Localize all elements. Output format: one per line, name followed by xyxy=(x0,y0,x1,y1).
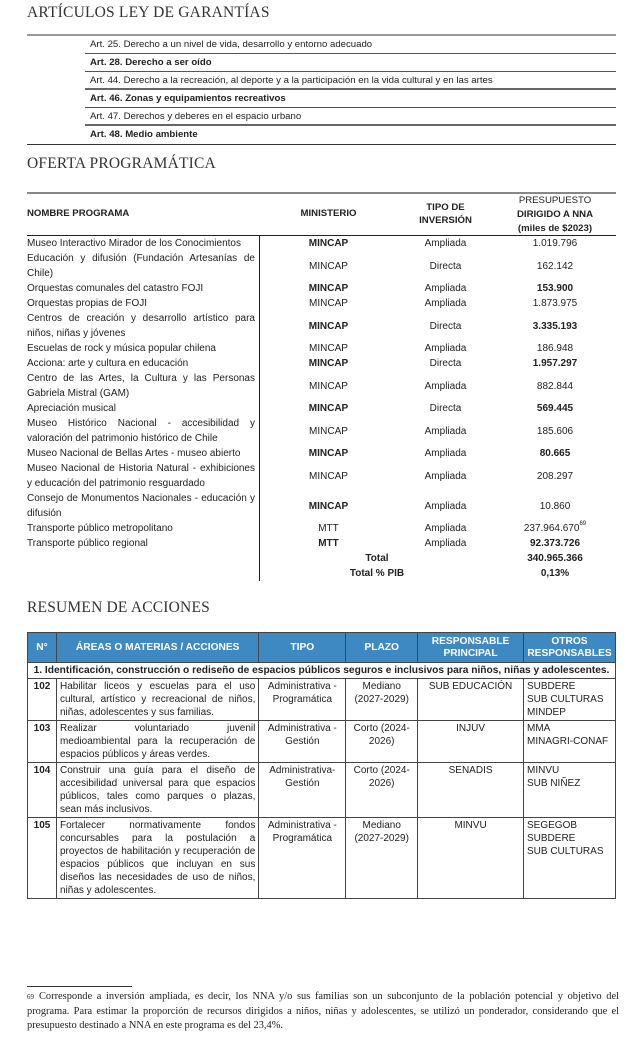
action-number: 103 xyxy=(28,721,57,763)
article-row: Art. 46. Zonas y equipamientos recreativos xyxy=(85,90,616,108)
other-responsible: MINAGRI-CONAF xyxy=(527,736,609,747)
header-presupuesto-line3: (miles de $2023) xyxy=(517,223,593,234)
action-number: 104 xyxy=(28,763,57,818)
program-name: Acciona: arte y cultura en educación xyxy=(27,356,260,371)
program-name: Museo Nacional de Bellas Artes - museo abierto xyxy=(27,446,260,461)
table-row xyxy=(27,236,616,251)
ministry: MINCAP xyxy=(309,470,348,482)
other-responsible: MMA xyxy=(527,723,551,734)
action-text: Realizar voluntariado juvenil medioambiental para la recuperación de espacios públicos y áreas verdes. xyxy=(56,721,258,763)
investment-type: Directa xyxy=(429,403,462,414)
table-row xyxy=(27,311,616,341)
investment-type: Ampliada xyxy=(424,470,467,482)
header-n: N° xyxy=(28,633,57,663)
header-responsable-l2: PRINCIPAL xyxy=(443,647,498,659)
action-term: Mediano (2027-2029) xyxy=(346,679,418,721)
ministry: MINCAP xyxy=(309,425,348,437)
program-name: Centro de las Artes, la Cultura y las Personas Gabriela Mistral (GAM) xyxy=(27,371,260,401)
action-number: 105 xyxy=(28,818,57,899)
budget: 882.844 xyxy=(536,380,574,392)
investment-type: Ampliada xyxy=(424,238,467,249)
article-row: Art. 28. Derecho a ser oído xyxy=(85,54,616,72)
table-row xyxy=(27,491,616,521)
ministry: MINCAP xyxy=(308,238,349,249)
budget: 186.948 xyxy=(536,343,574,354)
action-type: Administrativa - Programática xyxy=(259,818,346,899)
investment-type: Ampliada xyxy=(424,425,467,437)
other-responsible: SUBDERE xyxy=(527,833,576,844)
investment-type: Ampliada xyxy=(424,380,467,392)
table-row xyxy=(28,763,616,818)
pib-value: 0,13% xyxy=(540,568,570,579)
other-responsible: MINDEP xyxy=(527,707,566,718)
header-plazo: PLAZO xyxy=(346,633,418,663)
acciones-table xyxy=(27,632,616,899)
article-row: Art. 44. Derecho a la recreación, al deporte y a la participación en la vida cultural y en las artes xyxy=(85,72,616,90)
articles-table xyxy=(27,34,616,145)
ministry: MINCAP xyxy=(309,260,348,272)
program-name: Apreciación musical xyxy=(27,401,260,416)
action-others xyxy=(524,818,616,899)
budget: 92.373.726 xyxy=(529,538,581,549)
group-row xyxy=(28,663,616,679)
program-name: Escuelas de rock y música popular chilena xyxy=(27,341,260,356)
header-tipo: TIPO xyxy=(259,633,346,663)
action-type: Administrativa - Programática xyxy=(259,679,346,721)
investment-type: Directa xyxy=(429,358,462,369)
oferta-section-title: OFERTA PROGRAMÁTICA xyxy=(27,155,216,172)
oferta-header xyxy=(27,192,616,236)
ministry: MTT xyxy=(318,538,339,549)
action-others xyxy=(524,679,616,721)
spacer xyxy=(27,551,260,566)
program-name: Transporte público regional xyxy=(27,536,260,551)
table-row xyxy=(27,296,616,311)
investment-type: Directa xyxy=(429,320,462,332)
acciones-header-row xyxy=(28,633,616,663)
other-responsible: SUB NIÑEZ xyxy=(527,778,581,789)
header-nombre: NOMBRE PROGRAMA xyxy=(27,208,130,219)
budget: 153.900 xyxy=(536,283,574,294)
budget: 1.873.975 xyxy=(532,298,578,309)
investment-type: Directa xyxy=(429,260,462,272)
action-term: Corto (2024-2026) xyxy=(346,721,418,763)
program-name: Educación y difusión (Fundación Artesanías de Chile) xyxy=(27,251,260,281)
budget-value: 237.964.670 xyxy=(523,523,580,534)
header-responsable xyxy=(418,633,524,663)
program-name: Transporte público metropolitano xyxy=(27,521,260,536)
other-responsible: SUB CULTURAS xyxy=(527,694,604,705)
table-row xyxy=(27,536,616,551)
program-name: Orquestas propias de FOJI xyxy=(27,296,260,311)
article-row: Art. 48. Medio ambiente xyxy=(90,129,198,140)
group-title: 1. Identificación, construcción o rediseño de espacios públicos seguros e inclusivos para niños, niñas y adolescentes. xyxy=(28,663,616,679)
pib-row xyxy=(27,566,616,581)
investment-type: Ampliada xyxy=(424,500,467,512)
articles-section-title: ARTÍCULOS LEY DE GARANTÍAS xyxy=(27,4,270,21)
table-row xyxy=(27,401,616,416)
header-otros xyxy=(524,633,616,663)
budget: 80.665 xyxy=(539,448,571,459)
action-responsible: MINVU xyxy=(418,818,524,899)
action-text: Construir una guía para el diseño de accesibilidad universal para que espacios públicos, tales como parques o plazas, sean más inclusivos. xyxy=(56,763,258,818)
table-row xyxy=(27,281,616,296)
pib-label: Total % PIB xyxy=(349,568,405,579)
table-row xyxy=(27,371,616,401)
ministry: MINCAP xyxy=(308,403,349,414)
table-row xyxy=(27,341,616,356)
oferta-table xyxy=(27,192,616,581)
total-row xyxy=(27,551,616,566)
table-row xyxy=(27,356,616,371)
table-row xyxy=(27,461,616,491)
header-presupuesto xyxy=(494,194,616,236)
header-presupuesto-line1: PRESUPUESTO xyxy=(518,195,592,206)
budget: 3.335.193 xyxy=(532,320,578,332)
table-row xyxy=(27,521,616,536)
header-areas: ÁREAS O MATERIAS / ACCIONES xyxy=(56,633,258,663)
table-row xyxy=(28,721,616,763)
footnote xyxy=(27,990,619,1034)
investment-type: Ampliada xyxy=(424,538,467,549)
budget: 1.019.796 xyxy=(532,238,578,249)
header-otros-l2: RESPONSABLES xyxy=(527,647,612,659)
ministry: MTT xyxy=(318,523,339,534)
budget xyxy=(494,523,616,534)
header-ministerio: MINISTERIO xyxy=(300,208,357,219)
article-row: Art. 25. Derecho a un nivel de vida, desarrollo y entorno adecuado xyxy=(85,36,616,54)
program-name: Centros de creación y desarrollo artístico para niños, niñas y jóvenes xyxy=(27,311,260,341)
action-type: Administrativa- Gestión xyxy=(259,763,346,818)
other-responsible: SUB CULTURAS xyxy=(527,846,604,857)
investment-type: Ampliada xyxy=(424,298,467,309)
header-otros-l1: OTROS xyxy=(551,635,588,647)
action-type: Administrativa - Gestión xyxy=(259,721,346,763)
action-responsible: SUB EDUCACIÓN xyxy=(418,679,524,721)
budget: 1.957.297 xyxy=(532,358,578,369)
footnote-number: 69 xyxy=(27,993,34,1001)
action-text: Fortalecer normativamente fondos concursables para la postulación a proyectos de habilitación y recuperación de espacios públicos que incluyan en sus diseños las necesidades de uso de niños, niñas y adolescentes. xyxy=(56,818,258,899)
action-text: Habilitar liceos y escuelas para el uso cultural, artístico y recreacional de niños, niñas, adolescentes y sus familias. xyxy=(56,679,258,721)
table-row xyxy=(28,679,616,721)
action-responsible: INJUV xyxy=(418,721,524,763)
header-presupuesto-line2: DIRIGIDO A NNA xyxy=(516,209,594,220)
ministry: MINCAP xyxy=(308,358,349,369)
header-tipo-line1: TIPO DE xyxy=(426,202,465,213)
ministry: MINCAP xyxy=(309,343,348,354)
action-others xyxy=(524,721,616,763)
program-name: Museo Histórico Nacional - accesibilidad y valoración del patrimonio histórico de Chile xyxy=(27,416,260,446)
investment-type: Ampliada xyxy=(424,343,467,354)
program-name: Museo Interactivo Mirador de los Conocimientos xyxy=(27,236,260,251)
ministry: MINCAP xyxy=(308,448,349,459)
table-row xyxy=(27,446,616,461)
footnote-text: Corresponde a inversión ampliada, es decir, los NNA y/o sus familias son un subconjunto de la población potencial y objetivo del programa. Para estimar la proporción de recursos dirigidos a niños, niñas y adolescentes, se utilizó un ponderador, considerando que el presupuesto destinado a NNA en este programa es del 23,4%. xyxy=(27,991,619,1031)
spacer xyxy=(27,566,260,581)
table-row xyxy=(28,818,616,899)
other-responsible: SUBDERE xyxy=(527,681,576,692)
acciones-section-title: RESUMEN DE ACCIONES xyxy=(27,599,210,616)
investment-type: Ampliada xyxy=(424,448,467,459)
article-row: Art. 47. Derechos y deberes en el espacio urbano xyxy=(85,108,616,126)
table-row xyxy=(27,416,616,446)
header-tipo xyxy=(397,201,494,227)
total-label: Total xyxy=(365,553,389,564)
footnote-divider xyxy=(27,986,132,987)
action-number: 102 xyxy=(28,679,57,721)
ministry: MINCAP xyxy=(308,320,349,332)
action-responsible: SENADIS xyxy=(418,763,524,818)
other-responsible: SEGEGOB xyxy=(527,820,578,831)
budget: 10.860 xyxy=(539,500,571,512)
budget: 208.297 xyxy=(536,470,574,482)
program-name: Consejo de Monumentos Nacionales - educación y difusión xyxy=(27,491,260,521)
program-name: Orquestas comunales del catastro FOJI xyxy=(27,281,260,296)
oferta-body xyxy=(27,236,616,581)
ministry: MINCAP xyxy=(309,298,348,309)
header-responsable-l1: RESPONSABLE xyxy=(431,635,510,647)
investment-type: Ampliada xyxy=(424,283,467,294)
budget: 569.445 xyxy=(536,403,574,414)
ministry: MINCAP xyxy=(309,380,348,392)
program-name: Museo Nacional de Historia Natural - exhibiciones y educación del patrimonio resguardado xyxy=(27,461,260,491)
action-term: Mediano (2027-2029) xyxy=(346,818,418,899)
action-term: Corto (2024-2026) xyxy=(346,763,418,818)
budget: 185.606 xyxy=(536,425,574,437)
budget: 162.142 xyxy=(536,260,574,272)
footnote-ref[interactable]: 69 xyxy=(579,521,587,527)
header-tipo-line2: INVERSIÓN xyxy=(419,215,472,226)
table-row xyxy=(27,251,616,281)
investment-type: Ampliada xyxy=(424,523,467,534)
ministry: MINCAP xyxy=(308,500,349,512)
other-responsible: MINVU xyxy=(527,765,560,776)
total-value: 340.965.366 xyxy=(527,553,583,564)
ministry: MINCAP xyxy=(308,283,349,294)
action-others xyxy=(524,763,616,818)
